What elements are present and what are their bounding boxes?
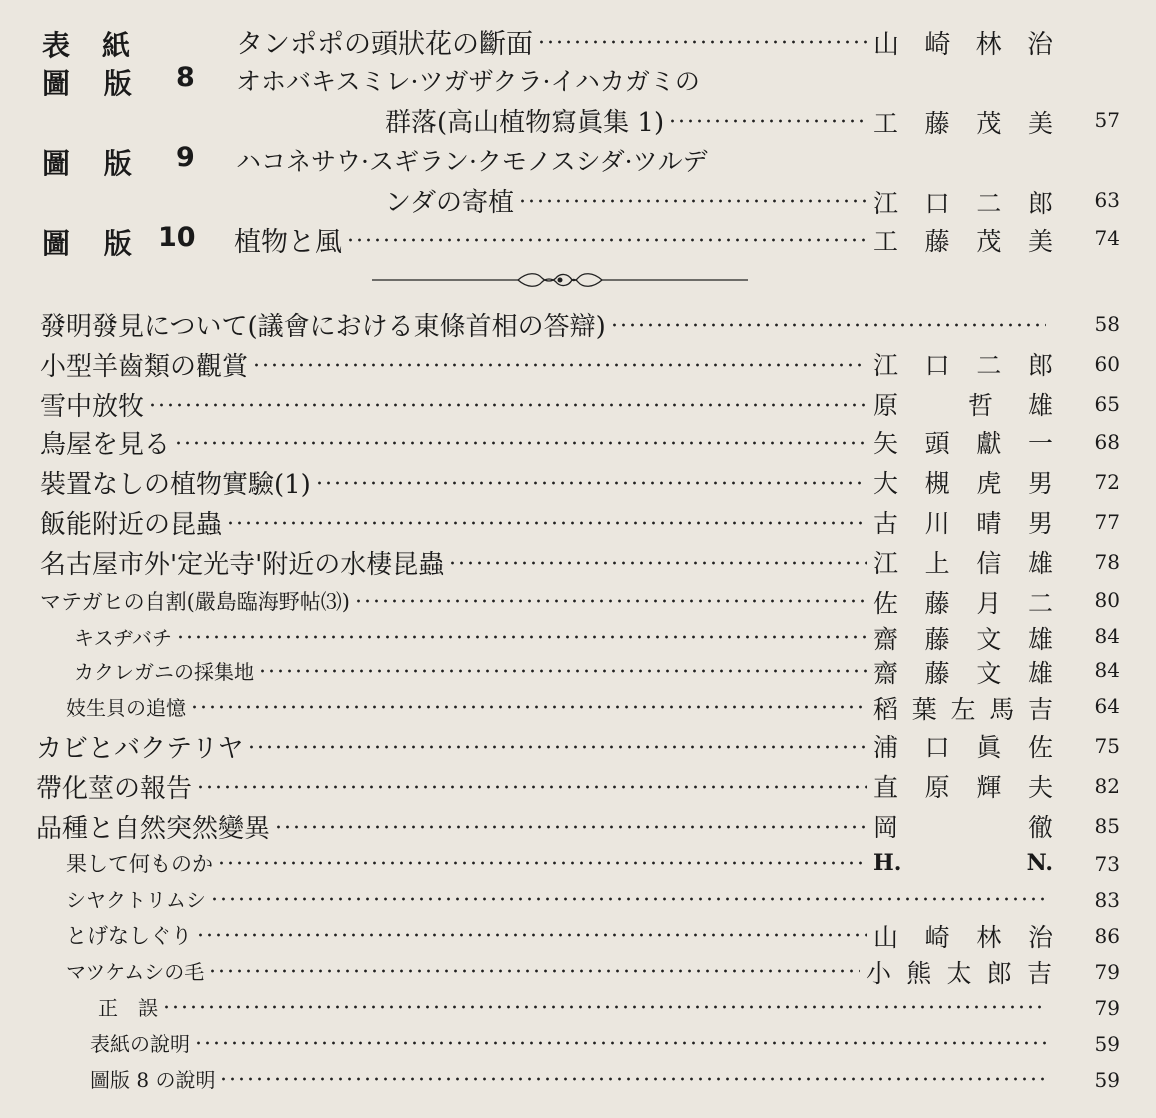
article-entry xyxy=(0,884,1156,916)
page-number: 59 xyxy=(1094,1068,1120,1092)
page-number: 84 xyxy=(1094,658,1120,682)
article-entry xyxy=(0,1028,1156,1060)
ornament-divider xyxy=(372,268,748,292)
article-title: マツケムシの毛 xyxy=(66,960,205,984)
page-number: 57 xyxy=(1094,108,1120,132)
page-number: 75 xyxy=(1094,734,1120,758)
page-number: 84 xyxy=(1094,624,1120,648)
plate-title: タンポポの頭狀花の斷面 xyxy=(236,22,871,61)
plate-number: 10 xyxy=(158,222,196,253)
article-author: 小 熊 太 郎 吉 xyxy=(866,959,1052,988)
article-entry xyxy=(0,386,1156,422)
article-author: 岡 徹 xyxy=(873,813,1053,842)
article-entry xyxy=(0,544,1156,580)
plate-entry-8 xyxy=(0,60,1156,100)
plate-label: 表 紙 xyxy=(42,29,133,62)
article-author: 齋 藤 文 雄 xyxy=(873,659,1053,688)
page-number: 79 xyxy=(1094,960,1120,984)
plate-number: 9 xyxy=(176,142,195,173)
plate-title: オホバキスミレ·ツガザクラ·イハカガミの xyxy=(236,67,700,96)
article-title: 雪中放牧 xyxy=(40,392,145,422)
plate-author: 工 藤 茂 美 xyxy=(873,109,1053,138)
article-title: 果して何ものか xyxy=(66,852,213,876)
article-title: 品種と自然突然變異 xyxy=(36,814,271,844)
article-author: 江 上 信 雄 xyxy=(873,549,1053,578)
article-entry xyxy=(0,656,1156,688)
article-title: 圖版 8 の說明 xyxy=(90,1068,216,1092)
plate-author: 江 口 二 郎 xyxy=(873,189,1053,218)
article-entry xyxy=(0,768,1156,804)
plate-label: 圖 版 xyxy=(42,147,144,180)
article-entry xyxy=(0,306,1156,342)
article-title: マテガヒの自割(嚴島臨海野帖⑶) xyxy=(40,590,350,614)
article-entry xyxy=(0,920,1156,952)
article-entry xyxy=(0,464,1156,500)
article-title: 妓生貝の追憶 xyxy=(66,696,186,720)
plate-title: ンダの寄植 xyxy=(385,182,871,219)
page-number: 80 xyxy=(1094,588,1120,612)
article-author: 稻 葉 左 馬 吉 xyxy=(873,695,1053,724)
plate-number: 8 xyxy=(176,62,195,93)
plate-label: 圖 版 xyxy=(42,227,144,260)
article-entry xyxy=(0,1064,1156,1096)
article-entry xyxy=(0,848,1156,880)
page-number: 77 xyxy=(1094,510,1120,534)
article-author: H. N. xyxy=(873,850,1053,876)
article-author: 浦 口 眞 佐 xyxy=(873,733,1053,762)
page-number: 86 xyxy=(1094,924,1120,948)
plate-title: ハコネサウ·スギラン·クモノスシダ·ツルデ xyxy=(236,147,708,176)
page-number: 78 xyxy=(1094,550,1120,574)
page-number: 83 xyxy=(1094,888,1120,912)
plate-title: 植物と風 xyxy=(234,220,871,259)
plate-entry-cover xyxy=(0,22,1156,62)
plate-author: 工 藤 茂 美 xyxy=(873,227,1053,256)
plate-entry-8-cont xyxy=(0,102,1156,142)
article-author: 原 哲 雄 xyxy=(873,391,1053,420)
article-title: 裝置なしの植物實驗(1) xyxy=(40,470,311,500)
article-title: 飯能附近の昆蟲 xyxy=(40,510,223,540)
page-number: 85 xyxy=(1094,814,1120,838)
page-number: 79 xyxy=(1094,996,1120,1020)
article-title: キスヂバチ xyxy=(74,626,172,650)
article-author: 山 崎 林 治 xyxy=(873,923,1053,952)
article-author: 江 口 二 郎 xyxy=(873,351,1053,380)
article-entry xyxy=(0,808,1156,844)
article-title: シヤクトリムシ xyxy=(66,888,206,912)
article-entry xyxy=(0,424,1156,460)
article-title: 小型羊齒類の觀賞 xyxy=(40,352,249,382)
article-title: カクレガニの採集地 xyxy=(74,660,254,684)
article-author: 矢 頭 獻 一 xyxy=(873,429,1053,458)
article-title: とげなしぐり xyxy=(66,924,192,948)
article-entry xyxy=(0,346,1156,382)
article-title: 鳥屋を見る xyxy=(40,430,171,460)
plate-title: 群落(高山植物寫眞集 1) xyxy=(385,102,871,139)
article-title: 帶化莖の報告 xyxy=(36,774,193,804)
article-entry xyxy=(0,956,1156,988)
plate-author: 山 崎 林 治 xyxy=(873,30,1053,60)
plate-entry-9 xyxy=(0,140,1156,180)
article-title: 正 誤 xyxy=(98,996,158,1020)
page-number: 68 xyxy=(1094,430,1120,454)
page-number: 72 xyxy=(1094,470,1120,494)
article-author: 直 原 輝 夫 xyxy=(873,773,1053,802)
article-author: 齋 藤 文 雄 xyxy=(873,625,1053,654)
page-number: 64 xyxy=(1094,694,1120,718)
article-title: 名古屋市外'定光寺'附近の水棲昆蟲 xyxy=(40,550,445,580)
plate-label: 圖 版 xyxy=(42,67,144,100)
article-author: 大 槻 虎 男 xyxy=(873,469,1053,498)
page-number: 74 xyxy=(1094,226,1120,250)
article-author: 佐 藤 月 二 xyxy=(873,589,1053,618)
page-number: 65 xyxy=(1094,392,1120,416)
article-entry xyxy=(0,692,1156,724)
article-entry xyxy=(0,504,1156,540)
article-entry xyxy=(0,728,1156,764)
article-title: カビとバクテリヤ xyxy=(36,734,244,764)
page-number: 58 xyxy=(1094,312,1120,336)
plate-entry-10 xyxy=(0,220,1156,260)
page-number: 63 xyxy=(1094,188,1120,212)
article-title: 表紙の說明 xyxy=(90,1032,190,1056)
article-entry xyxy=(0,586,1156,618)
page-number: 60 xyxy=(1094,352,1120,376)
article-entry xyxy=(0,622,1156,654)
plate-entry-9-cont xyxy=(0,182,1156,222)
page-number: 59 xyxy=(1094,1032,1120,1056)
page-number: 73 xyxy=(1094,852,1120,876)
article-author: 古 川 晴 男 xyxy=(873,509,1053,538)
page-number: 82 xyxy=(1094,774,1120,798)
article-title: 發明發見について(議會における東條首相の答辯) xyxy=(40,312,606,342)
article-entry xyxy=(0,992,1156,1024)
